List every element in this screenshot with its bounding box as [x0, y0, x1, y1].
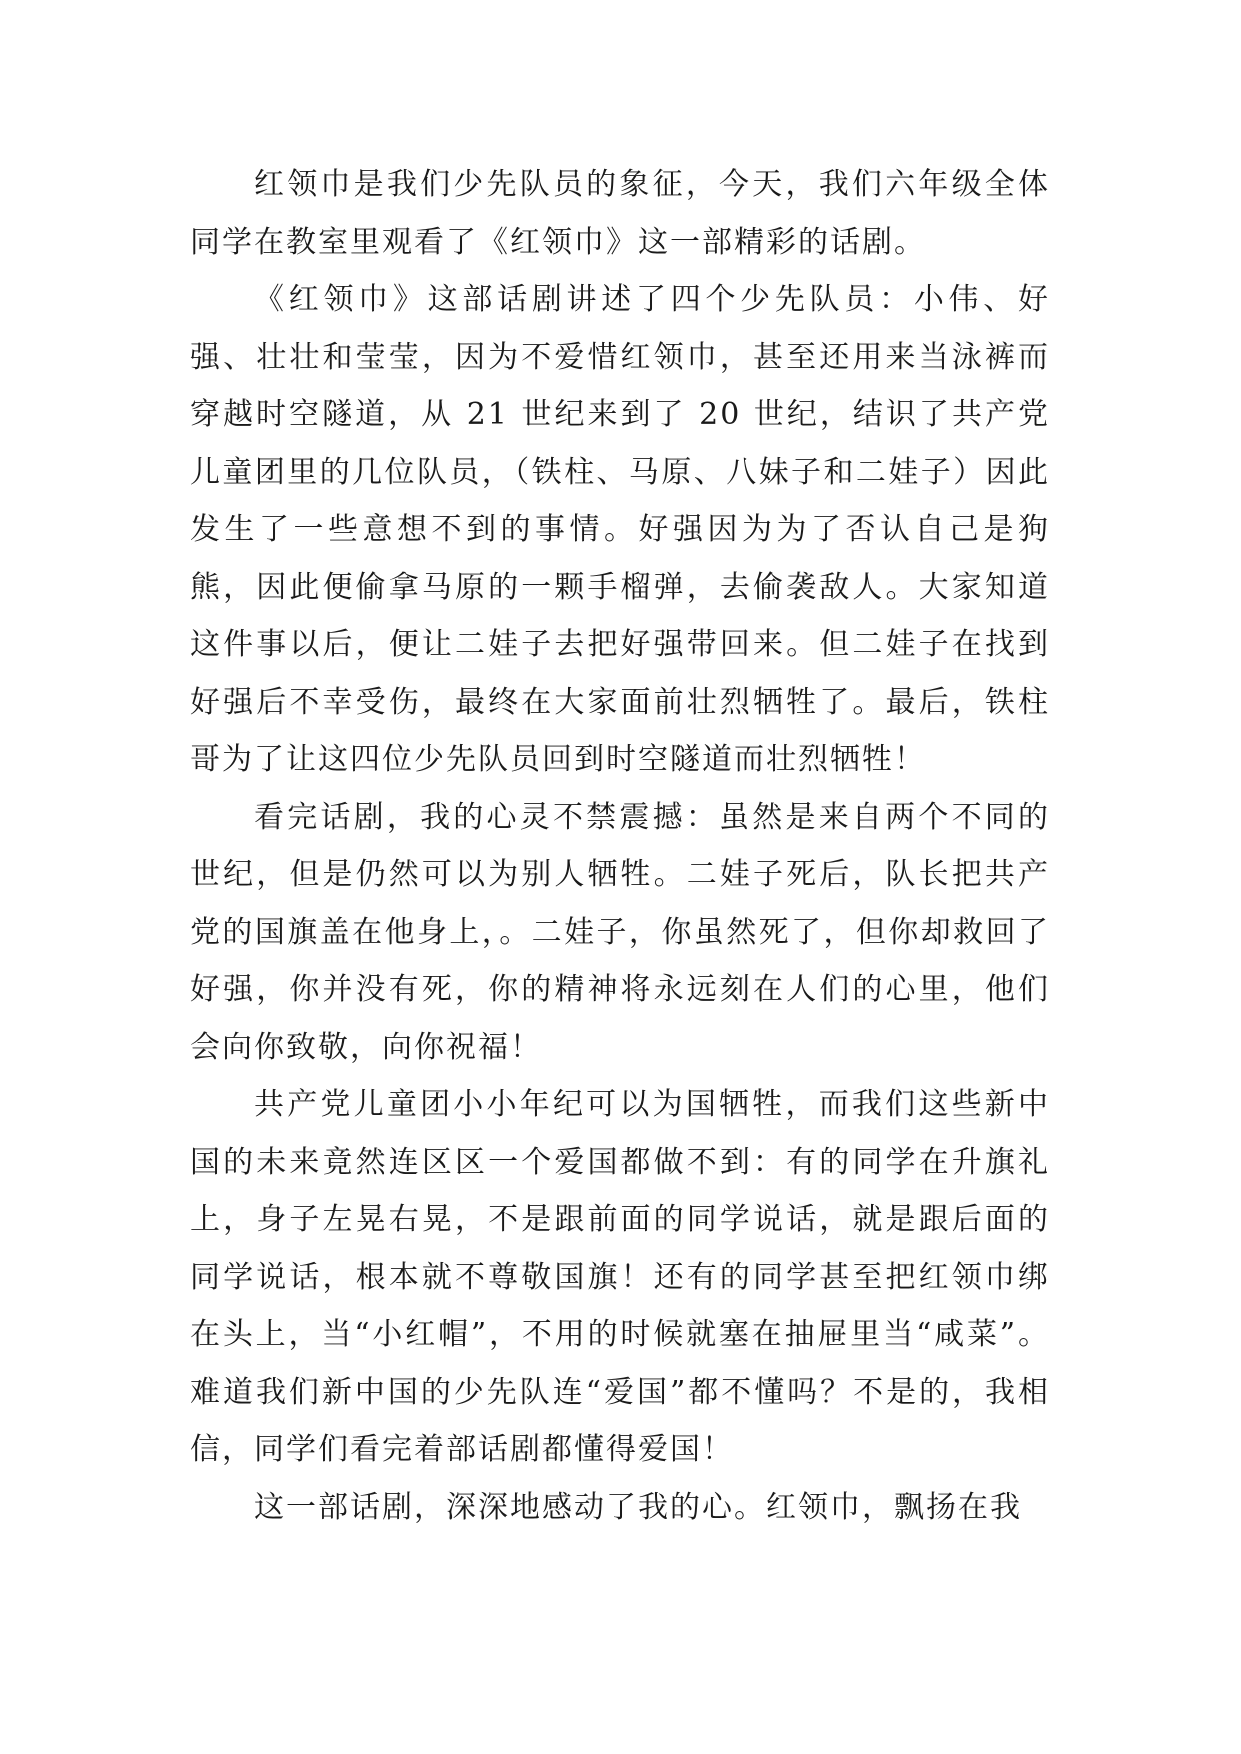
- paragraph-3: 看完话剧，我的心灵不禁震撼：虽然是来自两个不同的世纪，但是仍然可以为别人牺牲。二娃子死后，队长把共产党的国旗盖在他身上，。二娃子，你虽然死了，但你却救回了好强，你并没有死，你的精神将永远刻在人们的心里，他们会向你致敬，向你祝福！: [190, 799, 1050, 1065]
- paragraph-1: 红领巾是我们少先队员的象征，今天，我们六年级全体同学在教室里观看了《红领巾》这一部精彩的话剧。: [190, 167, 1050, 260]
- paragraph-5: 这一部话剧，深深地感动了我的心。红领巾，飘扬在我: [254, 1489, 1022, 1525]
- paragraph-4: 共产党儿童团小小年纪可以为国牺牲，而我们这些新中国的未来竟然连区区一个爱国都做不到：有的同学在升旗礼上，身子左晃右晃，不是跟前面的同学说话，就是跟后面的同学说话，根本就不尊敬国旗！还有的同学甚至把红领巾绑在头上，当“小红帽”，不用的时候就塞在抽屉里当“咸菜”。难道我们新中国的少先队连“爱国”都不懂吗？不是的，我相信，同学们看完着部话剧都懂得爱国！: [190, 1087, 1050, 1467]
- paragraph-2: 《红领巾》这部话剧讲述了四个少先队员：小伟、好强、壮壮和莹莹，因为不爱惜红领巾，甚至还用来当泳裤而穿越时空隧道，从 21 世纪来到了 20 世纪，结识了共产党儿童团里的几位队员，（铁柱、马原、八妹子和二娃子）因此发生了一些意想不到的事情。好强因为为了否认自己是狗熊，因此便偷拿马原的一颗手榴弹，去偷袭敌人。大家知道这件事以后，便让二娃子去把好强带回来。但二娃子在找到好强后不幸受伤，最终在大家面前壮烈牺牲了。最后，铁柱哥为了让这四位少先队员回到时空隧道而壮烈牺牲！: [190, 282, 1050, 777]
- document-body: [190, 156, 1050, 1536]
